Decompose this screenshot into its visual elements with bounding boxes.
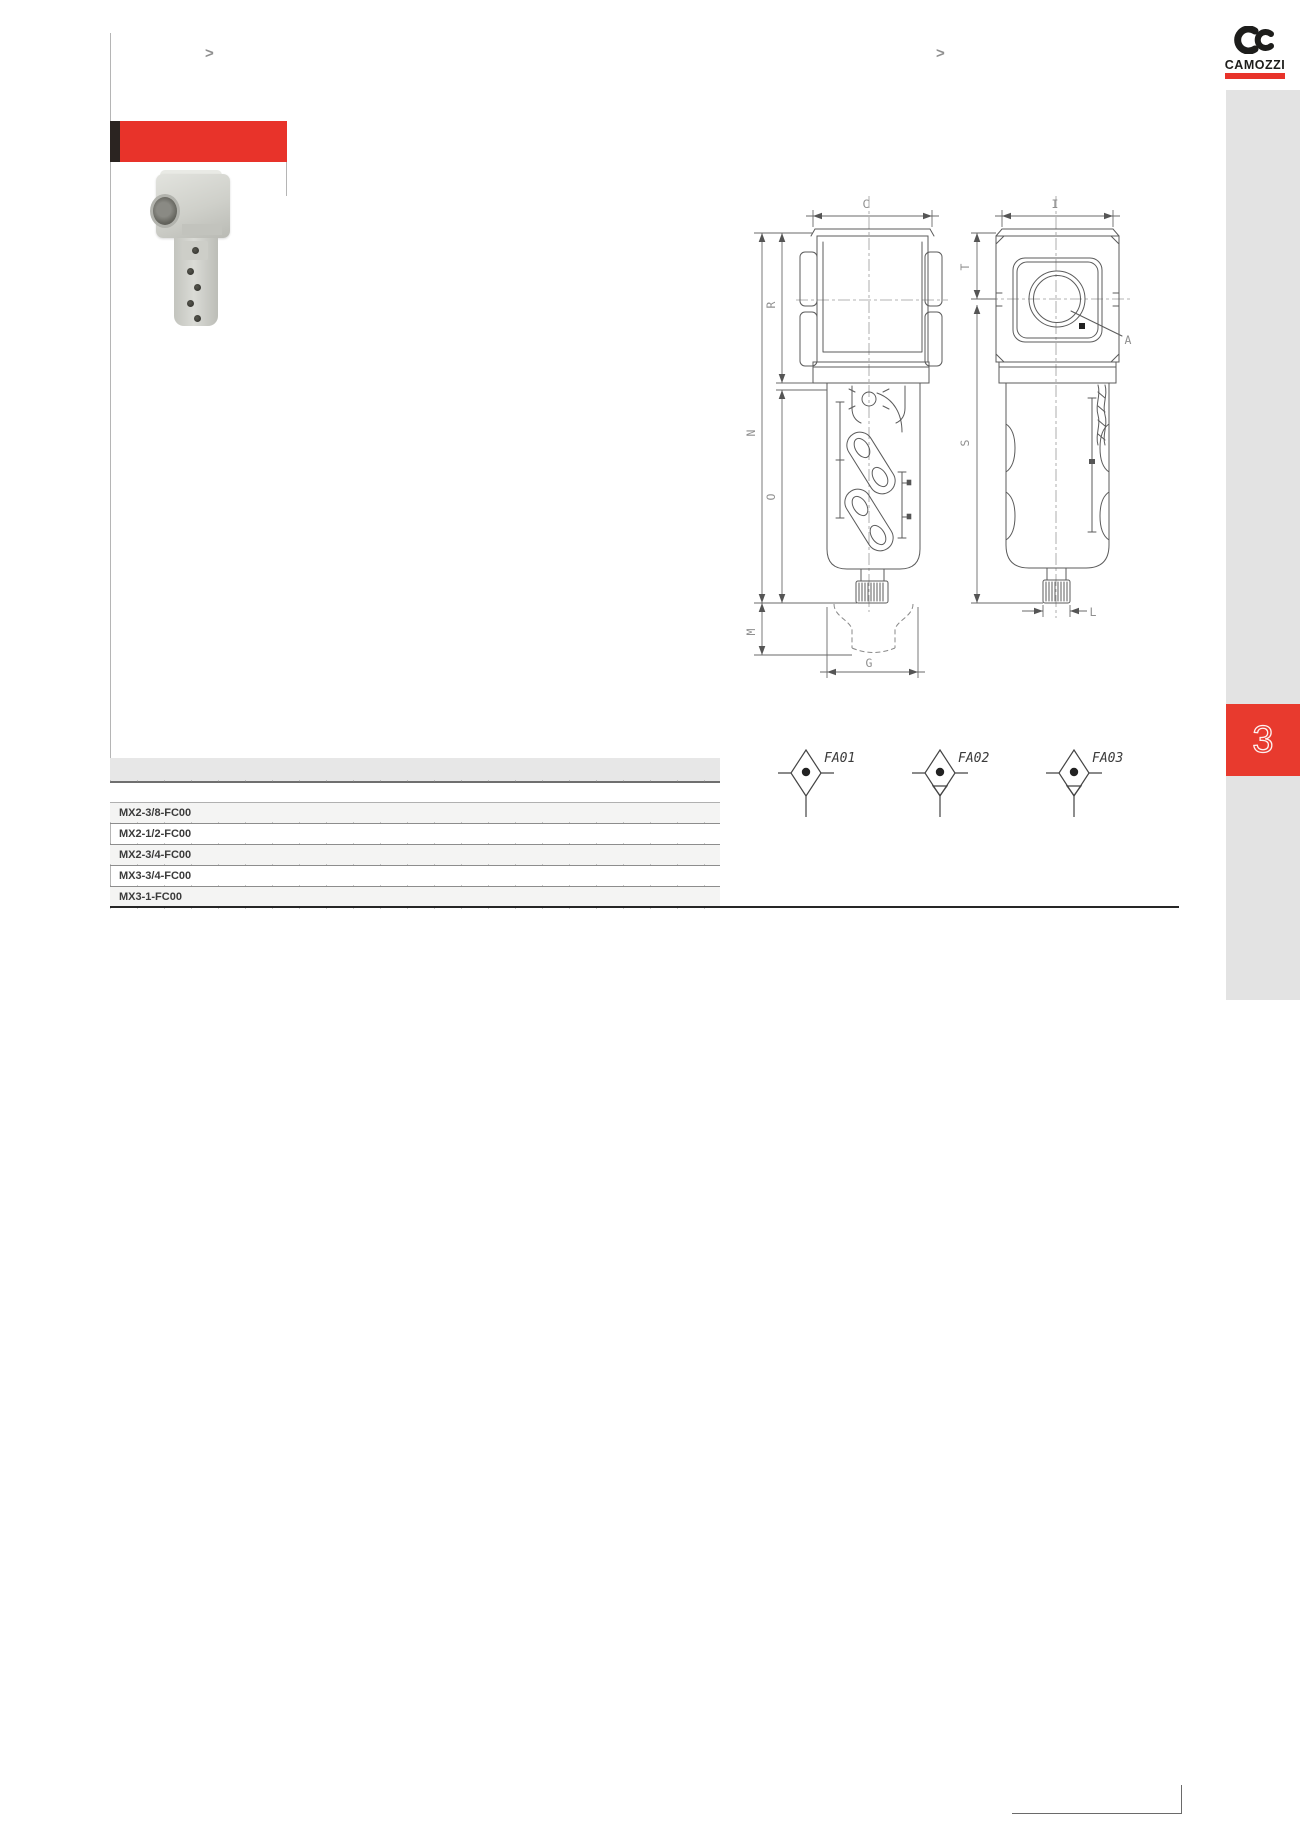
side-view-port-mark <box>1079 323 1095 464</box>
section-tab <box>1226 704 1300 776</box>
photo-label-band <box>182 224 222 235</box>
table-row: MX3-1-FC00 <box>110 887 720 908</box>
dim-label-o: O <box>764 493 778 501</box>
dim-label-m: M <box>744 628 758 636</box>
table-header-row <box>110 758 720 783</box>
breadcrumb-right: > <box>936 45 945 62</box>
front-view <box>800 229 942 603</box>
table-row: MX2-3/4-FC00 <box>110 845 720 866</box>
dimension-lines <box>754 210 1120 678</box>
title-column-line <box>286 162 287 196</box>
section-title-bar <box>120 121 287 162</box>
logo-wordmark: CAMOZZI <box>1224 58 1286 72</box>
side-view <box>996 229 1122 603</box>
photo-hole <box>187 300 194 307</box>
breadcrumb-left: > <box>205 45 214 62</box>
dim-label-s: S <box>958 439 972 447</box>
dim-label-i: I <box>1051 197 1059 211</box>
photo-hole <box>194 284 201 291</box>
side-column <box>1226 90 1300 1000</box>
dim-label-n: N <box>744 429 758 437</box>
dimension-arrows <box>759 213 1113 675</box>
dim-label-g: G <box>865 656 873 670</box>
photo-hole <box>192 247 199 254</box>
dim-label-l: L <box>1089 605 1097 619</box>
camozzi-logo-icon <box>1233 26 1277 54</box>
bowl-removal-clearance <box>834 604 913 653</box>
section-number: 3 <box>1252 718 1274 761</box>
dim-label-r: R <box>764 301 778 309</box>
table-row: MX2-3/8-FC00 <box>110 803 720 824</box>
centerlines <box>796 196 1132 618</box>
symbol-label-fa03: FA03 <box>1092 751 1124 766</box>
table-row: MX2-1/2-FC00 <box>110 824 720 845</box>
dim-label-t: T <box>958 263 972 271</box>
dim-label-a: A <box>1124 333 1132 347</box>
dim-label-c: C <box>862 197 870 211</box>
table-bottom-rule <box>110 906 1179 908</box>
logo-red-rule <box>1225 73 1285 79</box>
footer-rule <box>1012 1813 1182 1814</box>
dimension-labels <box>744 197 1132 670</box>
table-spacer-row <box>110 783 720 803</box>
camozzi-logo <box>1222 26 1288 79</box>
photo-inlet-port <box>150 194 180 228</box>
product-photo <box>148 168 240 330</box>
technical-drawing <box>740 190 1190 695</box>
title-bar-dark-block <box>110 121 120 162</box>
photo-hole <box>194 315 201 322</box>
symbol-label-fa01: FA01 <box>824 751 856 766</box>
ordering-table <box>110 758 720 908</box>
footer-tick <box>1181 1785 1182 1814</box>
symbol-label-fa02: FA02 <box>958 751 990 766</box>
pneumatic-symbols <box>770 735 1170 830</box>
table-row: MX3-3/4-FC00 <box>110 866 720 887</box>
photo-hole <box>187 268 194 275</box>
front-view-detail-ticks <box>907 480 911 519</box>
